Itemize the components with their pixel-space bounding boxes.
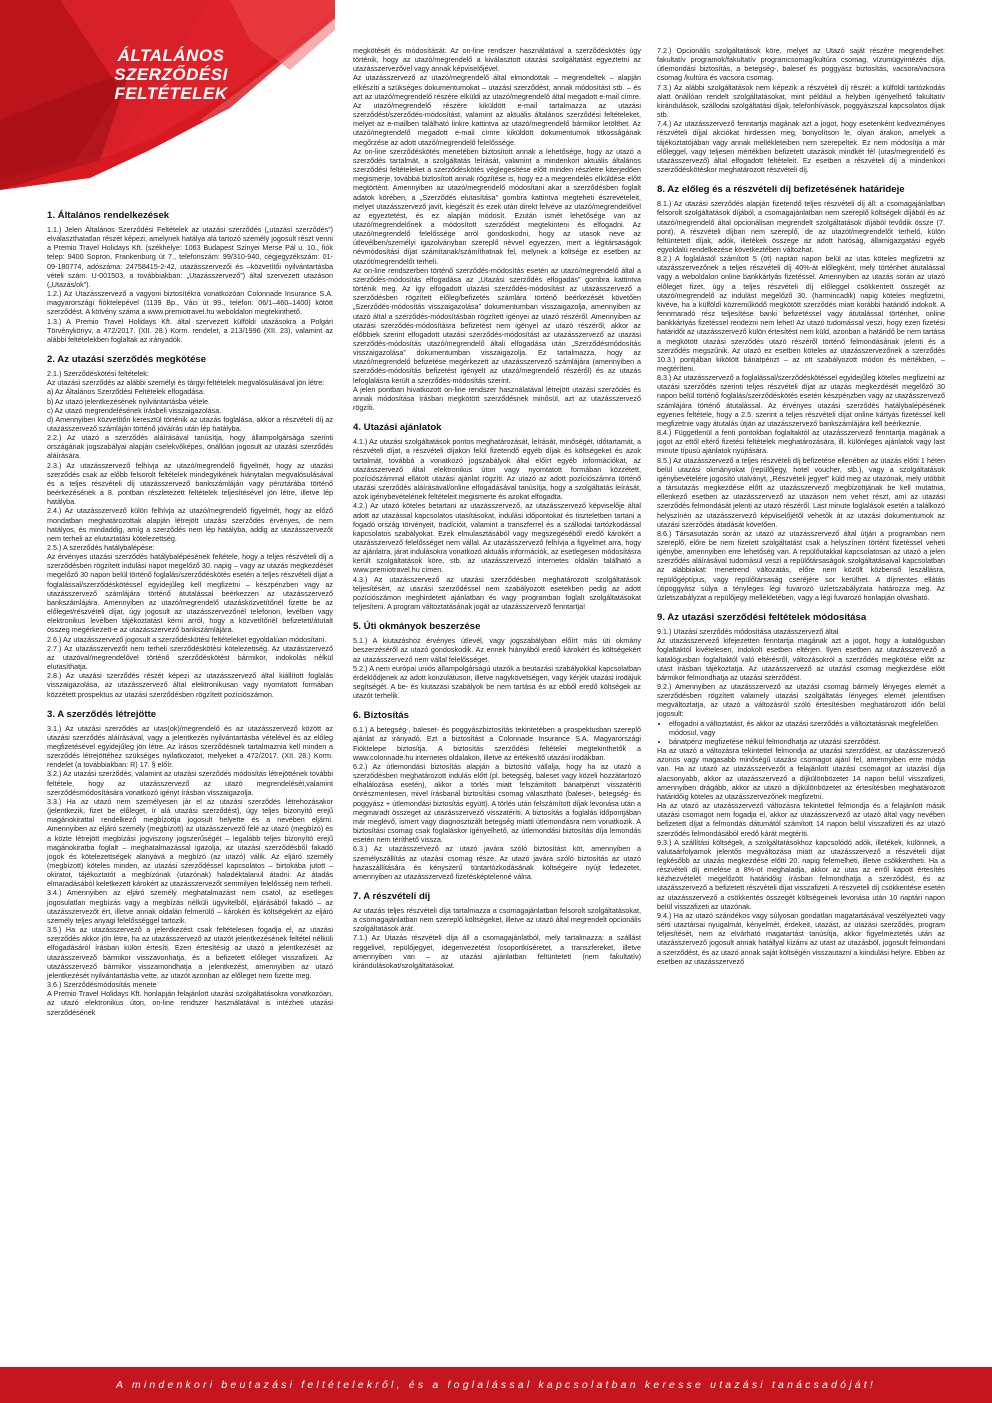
paragraph: 8.6.) Társasutazás során az utazó az utazásszervező által útján a programban nem szereplő, előre be nem fizetett szolgáltatást csak a helyszínen történt fizetéssel veheti igénybe, amennyiben erre lehetőség van. A repülőutakkal kapcsolatosan az utazó a jelen szerződés aláírásával tudomásul veszi a repülőtársaságok szolgáltatásaival kapcsolatban az alábbiakat: menetrend változatás, előre nem közölt közbenső leszállásra, repülőgéptípus, vagy repülőtársaság cseréjére sor kerülhet. A díjmentes ellátás útipoggyász súlya a tényleges légi fuvarozó üzletszabályzata határozza meg. Az üzletszabályzat a repülőjegy mellékletében, vagy a légi fuvarozó honlapján olvasható. (657, 528, 945, 602)
paragraph: 9.1.) Utazási szerződés módosítása utazásszervező által (657, 627, 839, 637)
paragraph: 7.2.) Opcionális szolgáltatások köre, melyet az Utazó saját részére megrendelhet: fakultatív programok/fakultatív programcsomag/kultúra csomag, vízumügyintézés díja, útlemondási biztosítás, a betegség-, baleset és poggyász biztosítás, vacsora/vacsora csomag /kultúra és vacsora csomag. (657, 46, 945, 83)
paragraph: Az on-line szerződéskötés menetében biztosított annak a lehetősége, hogy az utazó a szerződés tartalmát, a szolgáltatás leírását, valamint a mindenkori aktuális általános szerződési feltételeket a szerződéskötés véglegesítése előtt minden részletre kiterjedően megismerje, továbbá biztosított annak rögzítése is, hogy ez a megrendelés elküldése előtt megtörtént. Amennyiben az utazó/megrendelő módosítani akar a szerződésben foglalt adatok körében, a „Szerződés elutasítása” gombra kattintva megteheti észrevételeit, melyet utazásszervező javít, kiegészít és ezek után direkt felvéve az utazó/megrendelővel az egyeztetést, és ez alapján módosít. Ezután ismét lehetősége van az utazó/megrendelőnek a módosított szerződést megtekinteni és elfogadni. Az utazó/megrendelő felelőssége arról gondoskodni, hogy az utasok neve az útlevélben/személyi igazolványban szereplő névvel egyezzen, mert a légitársaságok névmódosítási díjat számítanak/számíthatnak fel, melynek a költsége ez esetben az utazót/megrendelőt terheli. (353, 146, 641, 266)
section-heading: 4. Utazási ajánlatok (353, 422, 442, 434)
paragraph: 2.8.) Az utazási szerződés részét képezi az utazásszervező által kiállított foglalás visszaigazolása, az utazásszervező által elektronikusan vagy nyomtatott formában közzétett prospektus az utazási szerződésben rögzített pozíciószámon. (47, 671, 333, 699)
section-heading: 2. Az utazási szerződés megkötése (47, 354, 207, 366)
section-heading: 9. Az utazási szerződési feltételek módosítása (657, 612, 867, 624)
title-line-1: ÁLTALÁNOS (117, 46, 225, 65)
title-line-2: SZERZŐDÉSI (114, 65, 228, 84)
paragraph: Ha az utazó a változásra tekintettel felmondja az utazási szerződést, az utazásszervező azonos vagy magasabb minőségű utazási csomagot ajánl fel, amennyiben erre módja van. Ha az utazó az utazásszervezőt a felajánlott utazási csomagot az utazási díja alacsonyabb, akkor az utazásszervező a díjkülönbözetet 14 napon belül visszafizeti, amennyiben drágább, akkor az utazó a díjkülönbözetet az értesítésben meghatározott határidőig köteles az utazásszervezőnek megfizetni. (657, 746, 945, 801)
bullet-list (657, 719, 945, 746)
footer-text: A mindenkori beutazási feltételekről, és a foglalással kapcsolatban keresse utazási tanácsadóját! (115, 1379, 877, 1391)
paragraph: 2.7.) Az utazásszervezőt nem terheli szerződéskötési kötelezettség. Az utazásszervező az utazóval/megrendelővel történő szerződéskötést bármikor, indokolás nélkül elutasíthatja. (47, 643, 333, 672)
list-item: • elfogadni a változtatást, és akkor az utazási szerződés a változtatásnak megfelelően módosul, vagy (669, 719, 945, 737)
paragraph: 7.3.) Az alábbi szolgáltatások nem képezik a részvételi díj részét: a külföldi tartózkodás alatt önállóan rendelt szolgáltatásokat, mint például a helyben igényelhető fakultatív kirándulások, szállodai szolgáltatási díjak, telefonhívások, poggyászszal kapcsolatos díjak stb. (657, 82, 945, 120)
paragraph: Az utazásszervező az utazó/megrendelő által elmondottak – megrendeltek – alapján elkészíti a szükséges dokumentumokat – utazási szerződést, annak módosítást stb. – és azt az utazó/megrendelő részére elküldi az utazó/megrendelő által megadott e-mail címre. Az utazó/megrendelő részére kiküldött e-mail tartalmazza az utazási szerződést/szerződés-módosítást, valamint az aktuális általános szerződési feltételeket, melyet az e-mailben található linkre kattintva az utazó/megrendelő bármikor letölthet. Az utazó/megrendelő megadott e-mail címre kiküldött dokumentumok titkosságának megőrzése az adott utazó/megrendelő felelőssége. (353, 73, 641, 147)
list-item: • bánatpénz megfizetése nélkül felmondhatja az utazási szerződést. (669, 737, 945, 746)
paragraph: Az on-line rendszerben történő szerződés-módosítás esetén az utazó/megrendelő által a szerződés-módosítás elfogadása az „Utazási szerződés elfogadás” gombra kattintva történik meg. Az így elfogadott utazási szerződés-módosítást az utazásszervező a szerződésben rögzített előleg/befizetés számlára történő beérkezését követően „Szerződés-módosítás visszaigazolása” dokumentumban visszaigazolja, amennyiben az utazó által a szerződés-módosításban rögzített igényei az utazó részéről. Amennyiben az utazási szerződés-módosításra befizetést nem igényel az utazó részéről, akkor az előbbiek szerint elfogadott utazási szerződés-módosítást az utazásszervező az utazási szerződés-módosítás utazó/megrendelő általi elfogadása után „Szerződésmódosítás visszaigazolása” dokumentumban visszaigazolja. Ez tartalmazza, hogy az utazó/megrendelő befizetése megérkezett az utazásszervező számlájára (amennyiben a szerződés-módosítás befizetést igényelt az utazó/megrendelő részéről) és az utazás lefoglalásra került a szerződés-módosítás szerint. (353, 265, 641, 385)
paragraph: 7.1.) Az Utazás részvételi díja áll a csomagajánlatból, mely tartalmazza: a szállást reggelivel, repülőjegyet, idegenvezetést /csoportkíséretet, a transzfereket, illetve amennyiben van – az utazási ajánlatban feltüntetett (nem fakultatív) kirándulásokat/szolgáltatásokat. (353, 933, 641, 970)
section-heading: 1. Általános rendelkezések (47, 210, 170, 221)
paragraph: b) Az utazó jelentkezésének nyilvántartásba vétele. (47, 396, 211, 406)
paragraph: 2.3.) Az utazásszervező felhívja az utazó/megrendelő figyelmét, hogy az utazási szerződés csak az előbb felsorolt feltételek mindegyikének hiánytalan megvalósulásával és a teljes részvételi díj utazásszervező bankszámláján vagy pénztárába történő beérkezésének a 8. pontban részletezett feltételek teljesítésével jön létre, illetve lép hatályba. (47, 460, 333, 507)
footer-banner (0, 1367, 992, 1403)
paragraph: 2.5.) A szerződés hatálybalépése: (47, 543, 155, 552)
paragraph: c) Az utazó megrendelésének írásbeli visszaigazolása. (47, 405, 222, 415)
paragraph: a) Az Általános Szerződési Feltételek elfogadása. (47, 387, 205, 397)
paragraph: 8.1.) Az utazási szerződés alapján fizetendő teljes részvételi díj áll: a csomagajánlatban felsorolt szolgáltatások díjából, a csomagajánlatban nem szereplő költségek díjából és az utazó/megrendelő által opcionálisan megrendelt szolgáltatások díjából tevődik össze (7. pont). A részvételi díjban nem szereplő, de az utazót/megrendelőt terhelő, külön feltüntetett díjak, adók, illetékek összege az adott hatóság, államigazgatási egyéb egyoldalú rendelkezése következtében változhat. (657, 199, 945, 254)
paragraph: 3.4.) Amennyiben az eljáró személy meghatalmazást nem csatol, az esetleges jogosulatlan megbízás vagy a megbízás nélküli ügyvitelből, eljárásából fakadó – az utazásszervezőt ért, illetve annak oldalán felmerülő – károkért és költségekért az eljáró személy teljes anyagi felelősséggel tartozik. (47, 888, 333, 925)
paragraph: Az utazás teljes részvételi díja tartalmazza a csomagajánlatban felsorolt szolgáltatásokat, a csomagajánlatban nem szereplő költségeket, illetve az utazó által megrendelt opcionális szolgáltatások árát. (353, 905, 641, 934)
paragraph: 8.3.) Az utazásszervező a foglalással/szerződéskötéssel egyidejűleg köteles megfizetni az utazási szerződés szerinti teljes részvételi díjat az utazás megkezdését megelőző 30 napon belül történő foglalás/szerződéskötés esetén készpénzben vagy az utazásszervező számlájára történő átutalással. Az érvényes utazási szerződés hatálybalépésének egyenes feltétele, hogy a 2.5. szerint a teljes részvételi díjat online kártyás fizetéssel kell megfizetnie vagy átutalás útján az utazásszervező bankszámlájára kell beérkeznie. (657, 373, 945, 428)
paragraph: 8.2.) A foglalástól számított 5 (öt) naptári napon belül az utas köteles megfizetni az utazásszervezőnek a teljes részvételi díj 40%-át előlegként, mely történhet átutalással vagy a weboldalon online bankkártyás fizetéssel. Amennyiben az utazás során az utazó előleget fizet, úgy a teljes részvételi díj előleggel csökkentett összegét az utazó/megrendelő az indulást megelőző 30. (harmincadik) napig köteles megfizetni, kivéve, ha a külföldi közreműködő megkötött szerződés miatt korábbi határidő indokolt. A fennmaradó rész teljesítése banki befizetéssel vagy átutalással történhet, online bankkártyás fizetéssel rendezni nem lehet! Az utazó tudomással veszi, hogy ezen fizetési határidőt az utazásszervező külön értesítést nem küld, azonban a határidő be nem tartása a megkötött utazási szerződés utazó részéről történő felmondásának jelenti és a szerződés megszűnik. Az utazó ez esetben köteles az utazásszervezőnek a szerződés 10.3.) pontjában kikötött bánatpénzt – az ott szabályozott módon és mértékben, – megtéríteni. (657, 254, 945, 373)
paragraph: 1.3.) A Premio Travel Holidays Kft. által szervezett külföldi utazásokra a Polgári Törvénykönyv, a 472/2017. (XII. 28.) Korm. rendelet, a 213/1996 (XII. 23), valamint az alábbi feltételekben foglaltak az irányadók. (47, 316, 333, 344)
paragraph: 4.1.) Az utazási szolgáltatások pontos meghatározását, leírását, minőségét, időtartamát, a részvételi díjat, a részvételi díjakon felül fizetendő egyéb díjak és költségeket és azok tartalmát, továbbá a vonatkozó jogszabályok által előírt egyéb információkat, az utazásszervező által elektronikus úton vagy nyomtatott formában közzétett, pozíciószámmal ellátott utazási ajánlat rögzíti. Az utazó az adott pozíciószámra történő utazási szerződés aláírásával/online elfogadásával tanúsítja, hogy a szolgáltatás leírását, azok igénybevételének feltételeit megismerte és azokat elfogadta. (353, 437, 641, 502)
paragraph: 6.3.) Az utazásszervező az utazó javára szóló biztosítást köt, amennyiben a személyszállítás az utazási csomag része. Az utazó javára szóló biztosítás az utazó hazaszállítására és kényszerű tüntartózkodásának költségeire nyújt fedezetet, amennyiben az utazásszervező fizetésképtelenné válna. (353, 844, 641, 881)
section-heading: 8. Az előleg és a részvételi díj befizetésének határideje (657, 184, 905, 196)
paragraph: 4.2.) Az utazó köteles betartani az utazásszervező, az utazásszervező képviselője által adott az utazással kapcsolatos utasításokat, indulási időpontokat és tiszteletben tartani a fogadó ország törvényeit, tradícióit, valamint a transzferrel és a szállodai tartózkodással kapcsolatos szabályokat. Ezek elmulasztásából vagy megszegéséből eredő károkért a utazásszervező felelősséget nem vállal. Az utazásszervező felhívja a figyelmet arra, hogy az ajánlatra, járat indulásokra vonatkozó aktuális információk, az esetlegesen módosításra került szolgáltatások köre, stb. az utazásszervező internetes oldalán található a www.premiotravel.hu címen. (353, 501, 641, 575)
section-heading: 3. A szerződés létrejötte (47, 708, 157, 720)
text-column-2 (353, 46, 641, 970)
paragraph: Az utazási szerződés az alábbi személyi és tárgyi feltételek megvalósulásával jön létre: (47, 378, 325, 388)
paragraph: 2.4.) Az utazásszervező külön felhívja az utazó/megrendelő figyelmét, hogy az előző mondatban meghatározottak alapján létrejött utazási szerződés érvényes, de nem hatályos, és mindaddig, amíg a szerződés nem lép hatályba, addig az utazásszervezőt nem terheli az elutaztatási kötelezettség. (47, 506, 333, 543)
text-column-1 (47, 210, 333, 1017)
paragraph: 3.5.) Ha az utazásszervező a jelentkezést csak feltételesen fogadja el, az utazási szerződés akkor jön létre, ha az utazásszervező az utazót jelentkezésének feltétel nélküli elfogadásáról írásban külön értesíti. Ezen értesítésig az utazó a jelentkezését az utazásszervező bármikor visszavonhatja, és a befizetett előleget visszafizeti. Az utazásszervező bármikor visszamondhatja a jelentkezést, amennyiben az utazó jelentkezését nyilvántartásba vette, az utazót azonban az előleget nem fizette meg. (47, 925, 333, 980)
section-heading: 7. A részvételi díj (353, 890, 431, 902)
paragraph: 3.2.) Az utazási szerződés, valamint az utazási szerződés módosítás létrejöttének további feltétele, hogy az utazásszervező az utazó megrendelését,valamint szerződésmódosítására vonatkozó igényt írásban visszaigazolja. (47, 769, 333, 797)
paragraph: 5.2.) A nem európai uniós állampolgárságú utazók a beutazási szabályokkal kapcsolatban érdeklődjenek az adott konzulátuson, illetve nagykövetségen, vagy kérjék utazási irodájuk segítségét. A be- és kiutazási szabályok be nem tartása és az ebből eredő költségek az utazót terhelik. (353, 663, 641, 701)
paragraph: 8.5.) Az utazásszervező a teljes részvételi díj befizetése ellenében az utazás előtti 1 héten belül utazási okmányokat (repülőjegy, hotel voucher, stb.), vagy a szolgáltatások igénybevételére jogosító utalványt, „Részvételi jegyet” küld meg az utazónak, mely utóbbit a társutazás megkezdése előtt az utazásszervező megbízottjának be kell mutatnia, ellenkező esetben az utazásszervező az utazáson nem vehet részt, ami az utazási szerződés felmondását jelenti az utazó részéről. Last minute foglalások esetén a találkozó helyszínén az utazásszervező képviselőjétől vehetők át az utazási dokumentumok az utazási szerződés átadását követően. (657, 455, 945, 529)
title-line-3: FELTÉTELEK (114, 84, 228, 103)
paragraph: 2.2.) Az utazó a szerződés aláírásával tanúsítja, hogy állampolgársága szerinti országának jogszabályai alapján cselekvőképes, önállóan jogosult az utazási szerződés aláírására. (47, 433, 333, 461)
paragraph: Ha az utazó az utazásszervező változásra tekintettel felmondja és a felajánlott másik utazási csomagot nem fogadja el, akkor az utazásszervező az utazó által vagy nevében befizetett díjat a felmondás dátumától számított 14 napon belül visszafizeti és az utazó szerződés felmondásából eredő kárát megtéríti. (657, 801, 945, 838)
paragraph: A Premio Travel Holidays Kft. honlapján felajánlott utazási szolgáltatásokra vonatkozóan, az utazó elektronikus úton, on-line rendszer használatával is intézheti utazási szerződésének (47, 989, 333, 1017)
text-column-3 (657, 46, 945, 966)
section-heading: 6. Biztosítás (353, 710, 409, 722)
paragraph: Az érvényes utazási szerződés hatálybalépésének feltétele, hogy a teljes részvételi díj a szerződésben rögzített indulási napot megelőző 30. napig – vagy az utazás megkezdését megelőző 30 napon belül történő foglalás/szerződéskötés esetén a teljes részvételi díjat a foglalással/szerződéskötéssel egyidejűleg kell megfizetni – készpénzben vagy az utazásszervező számlájára történő átutalással beérkezzen az utazásszervező bankszámlájára. Amennyiben az utazó/megrendelő utazásközvetítőnél fizette be az előleget/részvételi díjat, úgy jogosult az utazásszervezőnél telefonon, levélben vagy elektronikus levélben tájékoztatást kérni arról, hogy a közvetítőnél befizetett/átutalt összeg megérkezett-e az utazásszervező bankszámlájára. (47, 552, 333, 635)
paragraph: 7.4.) Az utazásszervező fenntartja magának azt a jogot, hogy esetenként kedvezményes részvételi díjjal akciókat hirdessen meg, bonyolítson le, olyan árakon, amelyek a tájékoztatójában vagy annak mellékleteiben nem szerepeltek. Ez nem módosítja a már előleggel, vagy teljesen mértékben befizetett utazások mindkét fél (utas/megrendelő és utazásszervező) által elfogadott feltételeit. Ez esetben a részvételi díj a mindenkori szerződéskötéskor meghatározott részvételi díj. (657, 119, 945, 175)
paragraph: d) Amennyiben közvetítőn keresztül történik az utazás foglalása, akkor a részvételi díj az utazásszervező számláján történő jóváírás után lép hatályba. (47, 414, 333, 433)
page-title (96, 46, 246, 103)
paragraph: 6.1.) A betegség-, baleset- és poggyászbiztosítás tekintetében a prospektusban szereplő ajánlat az irányadó. Ezt a biztosítást a Colonnade Insurance S.A. Magyarországi Fióktelepe biztosítja. A biztosítás szerződési feltételei megtekinthetők a www.colonnade.hu internetes oldalakon, illetve az értékesítő utazási irodákban. (353, 725, 641, 762)
paragraph: 4.3.) Az utazásszervező az utazási szerződésben meghatározott szolgáltatások teljesítésért, az utazási szerződéssel nem szabályozott esetekben pedig az adott pozíciószámon meghirdetett ajánlatban és vagy programban foglalt szolgáltatásokat teljesíteni. A program változtatásának jogát az utazásszervező fenntartja! (353, 574, 641, 612)
paragraph: 3.6.) Szerződésmódosítás menete (47, 980, 157, 990)
paragraph: 5.1.) A kiutazáshoz érvényes útlevél, vagy jogszabályban előírt más úti okmány beszerzéséről az utazó gondoskodik. Az ennek hiányából eredő károkért és költségekért az utazásszervező nem vállal felelősséget. (353, 636, 641, 664)
paragraph: 6.2.) Az útlemondási biztosítás alapján a biztosító vállalja, hogy ha az utazó a szerződésben meghatározott indulás előtt (pl. betegség, baleset vagy közeli hozzátartozó elhalálozása esetén), akkor a törlés miatt felszámított bánatpénzt visszatéríti önrészmentesen, mivel írásbanál biztosítási csomag választható (baleset-, betegség- és poggyász + útlemondási biztosítás együtt). A törlés után felszámított díjak levonása után a megmaradt összeget az utazásszervező visszatéríti. A biztosítás a foglalás időpontjában már meglévő, ismert vagy diagnosztizált betegség miatti útlemondásra nem vonatkozik. A biztosítási csomag csak foglaláskor igényelhető, az útlemondási biztosítás díja lemondás esetén nem téríthető vissza. (353, 761, 641, 845)
paragraph: 8.4.) Függetlenül a fenti pontokban foglaltaktól az utazásszervező fenntartja magának a jogot az ettől eltérő fizetési feltételek meghatározására, ill. különleges ajánlatok vagy last minute típusú ajánlatok nyújtására. (657, 428, 945, 456)
paragraph: 1.1.) Jelen Általános Szerződési Feltételek az utazási szerződés („utazási szerződés”) elválaszthatatlan részét képezi, amelynek hatálya alá tartozó személy jogosult részt venni a Premio Travel Holidays Kft. (székhelye: 1063 Budapest Szinyei Merse Pál u. 10., fiók telep: 9400 Sopron, Frankenburg út 7., telefonszám: 99/310-940, cégjegyzékszám: 01-09-180774, adószáma: 24758415-2-42, utazásszervezői és –közvetítői nyilvántartásba vételi szám: U-001503, a továbbiakban: „Utazásszervező”) által szervezett utazáson („Utazás/ok”). (47, 225, 333, 289)
paragraph: 9.2.) Amennyiben az utazásszervező az utazási csomag bármely lényeges elemét a szerződésben rögzített valamely utazási szolgáltatás lényeges elemét jelentősen megváltoztatja, az utazó a változásról szóló értesítésben meghatározott időn belül jogosult: (657, 682, 945, 719)
paragraph: 2.6.) Az utazásszervező jogosult a szerződéskötési feltételeket egyoldalúan módosítani. (47, 634, 327, 644)
header-banner (0, 0, 335, 200)
paragraph: A jelen pontban hivatkozott on-line rendszer használatával létrejött utazási szerződés és annak módosítása írásban megkötött szerződésnek minősül, azt az utazásszervező rögzíti. (353, 384, 641, 413)
paragraph: 1.2.) Az Utazásszervező a vagyoni biztosítékra vonatkozóan Colonnade Insurance S.A. magyarországi fióktelepével (1139 Bp., Váci út 99., telefon: 06/1–460–1400) kötött szerződést. A kötvény száma a www.premiotravel.hu weboldalon megtekinthető. (47, 289, 333, 317)
paragraph: 3.3.) Ha az utazó nem személyesen jár el az utazási szerződés létrehozásakor (jelentkezik, fizet be előleget, ír alá utazási szerződést), úgy teljes bizonyító erejű magánokirattal rendelkező megbízottja jogosult helyette és a nevében eljárni. Amennyiben az eljáró személy (megbízott) az utazásszervező felé az utazó (megbízó) és a közte létrejött megbízási jogviszony jogszerűségét – legalább teljes bizonyító erejű magánokiratba foglalt – meghatalmazással igazolja, az utazási szerződésből fakadó jogok és kötelezettségek alanyává a megbízó (az utazó) válik. Az eljáró személy (megbízott) köteles minden, az utazási szerződéssel kapcsolatos – birtokába jutott – okiratot, tájékoztatót a megbízónak (utazónak) haladéktalanul átadni. Az átadás elmaradásából keletkezett károkért az utazásszervezőt semmilyen felelősség nem terheli. (47, 796, 333, 889)
paragraph: Az utazásszervező kifejezetten fenntartja magának azt a jogot, hogy a katalógusban foglaltaktól kivételesen, indokolt esetben eltérjen. Ilyen esetben az utazásszervező a katalógusban foglaltaktól való eltérésről, változásokról a szerződés megkötése előtt az utast írásban tájékoztatja. Az utazásszervező az utazási csomag megkezdése előtt bármikor felmondhatja az utazási szerződést. (657, 636, 945, 682)
paragraph: 9.3.) A szállítási költségek, a szolgáltatásokhoz kapcsolódó adók, illetékek, különnek, a valutaárfolyamok jelentős megváltozása miatt az utazásszervező a részvételi díjat legkésőbb az utazás megkezdése előtti 20. napig felemelheti, illetve csökkentheti. Ha a részvételi díj emelése a 8%-ot meghaladja, akkor az utas az erről kapott értesítés kézhezvételét megelőzött határidőig írásban felmondhatja a szerződést, és az utazásszervező a befizetett részvételi díjat visszafizeti. A részvételi díj csökkentése esetén az utazásszervező a csökkentés összegét költségeinek levonása után 10 naptári napon belül visszafizeti az utazónak. (657, 837, 945, 911)
paragraph: 3.1.) Az utazási szerződés az utas(ok)/megrendelő és az utazásszervező között az utazási szerződés aláírásával, vagy a jelentkezés nyilvántartásba vételével és az előleg megfizetésével egyidejűleg jön létre. Az írásos szerződésnek tartalmaznia kell minden a szerződés létrejöttéhez szükséges nyilatkozatot, melyeket a 472/2017. (XII. 28.) Korm. rendelet (a továbbiakban: R) 17. § előír. (47, 723, 333, 770)
paragraph: 2.1.) Szerződéskötési feltételek: (47, 369, 149, 379)
paragraph: 9.4.) Ha az utazó szándékos vagy súlyosan gondatlan magatartásával veszélyezteti vagy sérti utaztársai nyugalmát, kényelmét, érdekeit, utazást, az utazási szerződés, program teljesítését, nem az elvárható magatartást tanúsítja, akkor figyelmeztetés után az utazásszervező jogosult annak hatállyal kizárni az utast az utazásból, jogosult felmondani a szerződést, és az utazó annak saját költségén visszautazni a kiindulási helyre. Ebben az esetben az utazásszervező (657, 910, 945, 966)
section-heading: 5. Úti okmányok beszerzése (353, 621, 481, 633)
paragraph: megkötését és módosítását. Az on-line rendszer használatával a szerződéskötés úgy történik, hogy az utazó/megrendelő a kiválasztott utazási szolgáltatást egyeztetni az utazásszervezővel vagy annak képviselőjével. (353, 46, 641, 74)
